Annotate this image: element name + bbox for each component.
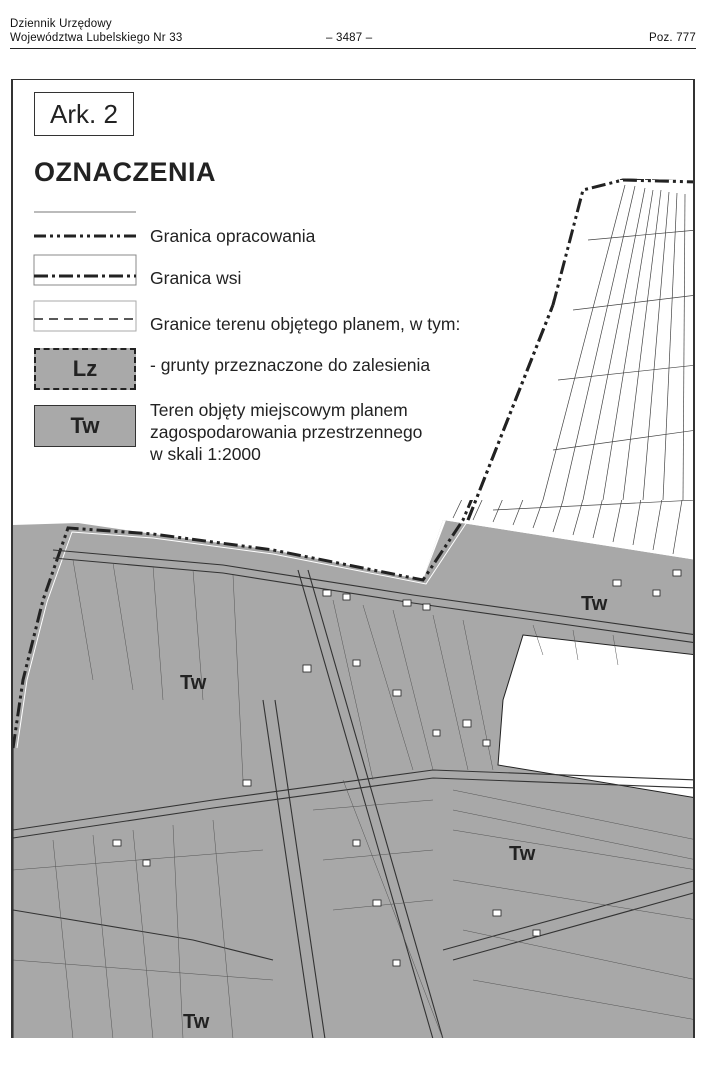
legend-label-plan-area-line3: w skali 1:2000: [150, 444, 261, 464]
position-number: Poz. 777: [649, 32, 696, 44]
legend-label-afforestation: - grunty przeznaczone do zalesienia: [150, 355, 431, 375]
legend-title: OZNACZENIA: [34, 157, 216, 187]
legend-label-plan-boundary: Granice terenu objętego planem, w tym:: [150, 314, 461, 334]
legend-symbol-lz: Lz: [34, 348, 136, 390]
legend-label-plan-area-line1: Teren objęty miejscowym planem: [150, 400, 408, 420]
journal-name-line1: Dziennik Urzędowy: [10, 18, 112, 30]
sheet-label: Ark. 2: [34, 92, 134, 136]
zone-label-tw-west: Tw: [180, 672, 207, 694]
legend-symbol-tw: Tw: [34, 405, 136, 447]
legend-label-study-boundary: Granica opracowania: [150, 226, 316, 246]
zone-label-tw-southeast: Tw: [509, 843, 536, 865]
map-sheet: [11, 79, 695, 1038]
zone-label-tw-south: Tw: [183, 1011, 210, 1033]
page-header: [10, 8, 696, 49]
zone-label-tw-east: Tw: [581, 593, 608, 615]
page-number: – 3487 –: [326, 32, 373, 44]
legend-label-village-boundary: Granica wsi: [150, 268, 242, 288]
journal-name-line2: Województwa Lubelskiego Nr 33: [10, 32, 183, 44]
cadastral-map-drawing: [13, 80, 695, 1038]
legend-label-plan-area-line2: zagospodarowania przestrzennego: [150, 422, 423, 442]
